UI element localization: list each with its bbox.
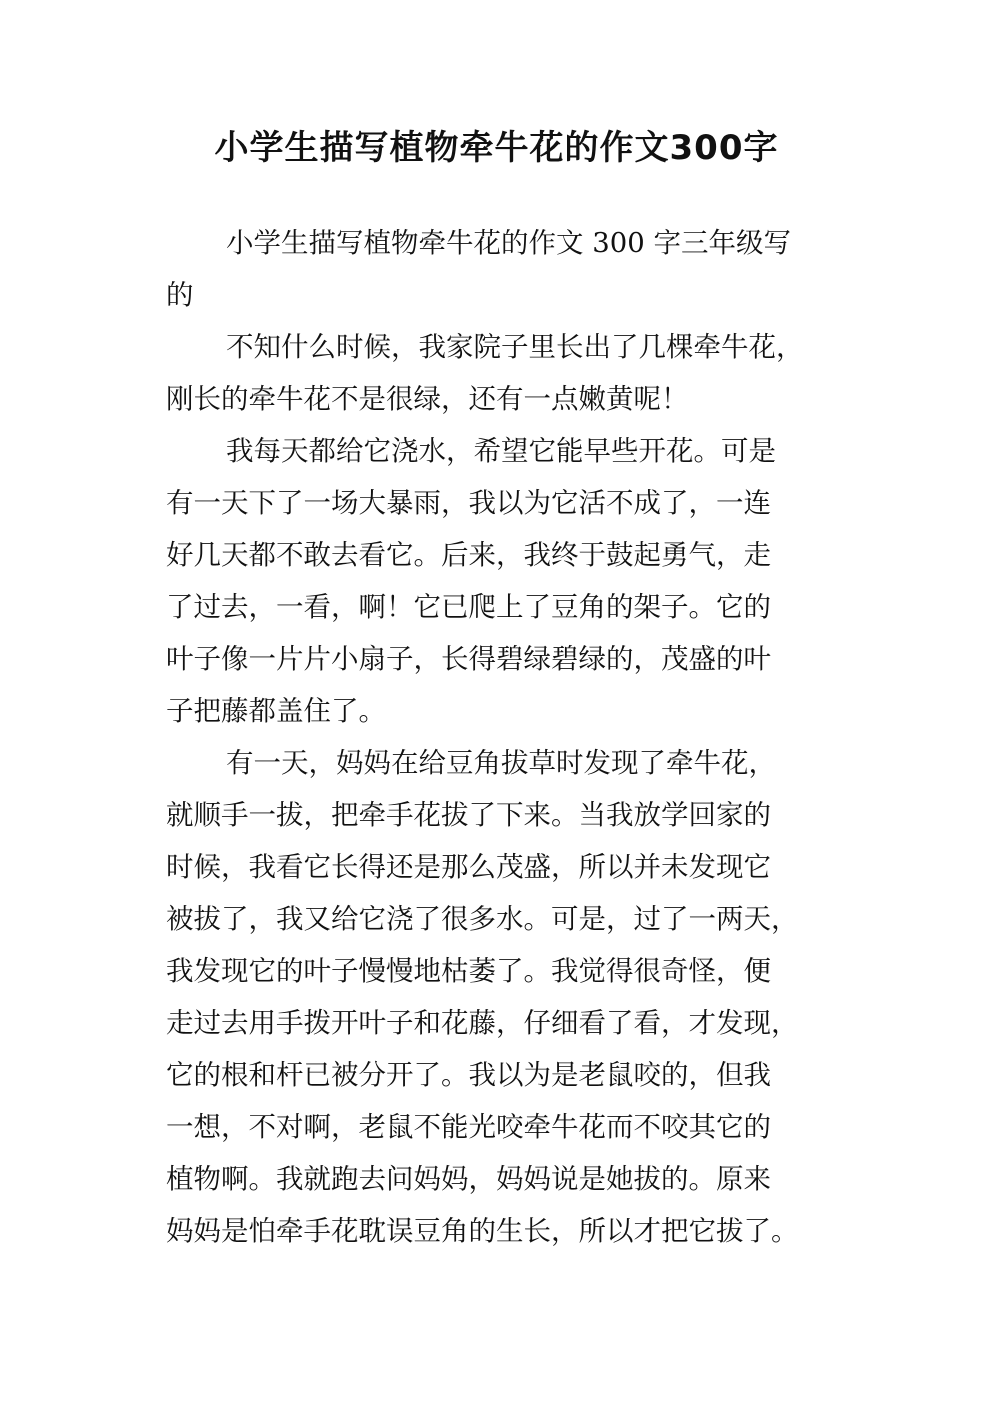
- paragraph-line: 有一天下了一场大暴雨，我以为它活不成了，一连: [166, 487, 771, 519]
- document-title: 小学生描写植物牵牛花的作文300字: [214, 128, 779, 168]
- paragraph-line: 子把藤都盖住了。: [166, 695, 386, 727]
- document-body: [166, 217, 828, 1257]
- paragraph-1: [166, 217, 828, 321]
- paragraph-line: 不知什么时候，我家院子里长出了几棵牵牛花，: [226, 331, 804, 363]
- paragraph-line: 的: [166, 279, 194, 311]
- paragraph-line: 好几天都不敢去看它。后来，我终于鼓起勇气，走: [166, 539, 771, 571]
- paragraph-line: 走过去用手拨开叶子和花藤，仔细看了看，才发现，: [166, 1007, 799, 1039]
- paragraph-line: 了过去，一看，啊！它已爬上了豆角的架子。它的: [166, 591, 771, 623]
- paragraph-line: 小学生描写植物牵牛花的作文 300 字三年级写: [226, 227, 791, 259]
- paragraph-line: 叶子像一片片小扇子，长得碧绿碧绿的，茂盛的叶: [166, 643, 771, 675]
- paragraph-2: [166, 321, 828, 425]
- paragraph-line: 我每天都给它浇水，希望它能早些开花。可是: [226, 435, 776, 467]
- paragraph-3: [166, 425, 828, 737]
- paragraph-4: [166, 737, 828, 1257]
- paragraph-line: 时候，我看它长得还是那么茂盛，所以并未发现它: [166, 851, 771, 883]
- paragraph-line: 就顺手一拔，把牵手花拔了下来。当我放学回家的: [166, 799, 771, 831]
- paragraph-line: 妈妈是怕牵手花耽误豆角的生长，所以才把它拔了。: [166, 1215, 799, 1247]
- paragraph-line: 我发现它的叶子慢慢地枯萎了。我觉得很奇怪，便: [166, 955, 771, 987]
- paragraph-line: 有一天，妈妈在给豆角拔草时发现了牵牛花，: [226, 747, 776, 779]
- paragraph-line: 它的根和杆已被分开了。我以为是老鼠咬的，但我: [166, 1059, 771, 1091]
- paragraph-line: 一想，不对啊，老鼠不能光咬牵牛花而不咬其它的: [166, 1111, 771, 1143]
- paragraph-line: 被拔了，我又给它浇了很多水。可是，过了一两天，: [166, 903, 799, 935]
- paragraph-line: 刚长的牵牛花不是很绿，还有一点嫩黄呢！: [166, 383, 689, 415]
- paragraph-line: 植物啊。我就跑去问妈妈，妈妈说是她拔的。原来: [166, 1163, 771, 1195]
